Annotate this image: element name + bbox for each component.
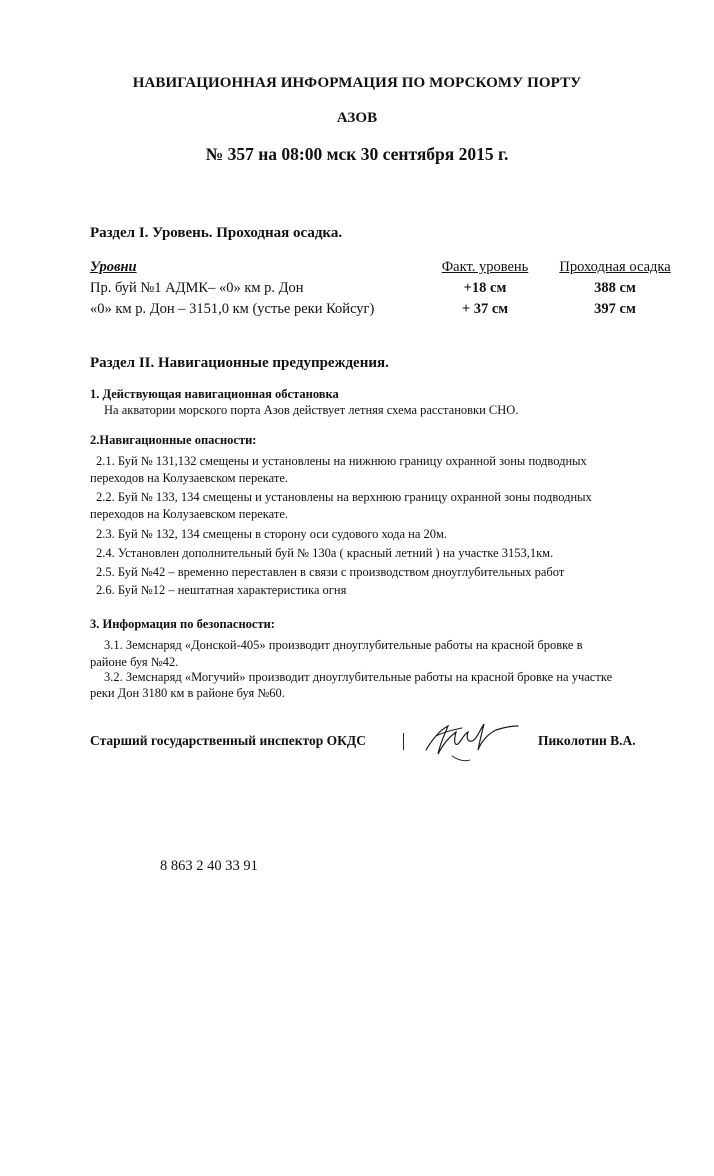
safety-item-2-line2: реки Дон 3180 км в районе буя №60.	[90, 686, 285, 700]
row-level: +18 см	[463, 280, 507, 296]
safety-item-1-line2: районе буя №42.	[90, 655, 179, 669]
danger-item-1-line1: 2.1. Буй № 131,132 смещены и установлены на нижнюю границу охранной зоны подводных	[96, 454, 587, 468]
danger-item-5: 2.5. Буй №42 – временно переставлен в связи с производством дноуглубительных работ	[96, 565, 565, 579]
danger-item-3: 2.3. Буй № 132, 134 смещены в сторону оси судового хода на 20м.	[96, 527, 448, 541]
column-header-levels: Уровни	[90, 259, 137, 275]
signature-divider	[403, 733, 404, 750]
danger-item-2-line2: переходов на Колузаевском перекате.	[90, 507, 288, 521]
document-title: НАВИГАЦИОННАЯ ИНФОРМАЦИЯ ПО МОРСКОМУ ПОРТУ	[132, 75, 582, 91]
danger-item-2-line1: 2.2. Буй № 133, 134 смещены и установлены на верхнюю границу охранной зоны подводных	[96, 490, 592, 504]
levels-table	[90, 257, 680, 320]
issue-number-date: № 357 на 08:00 мск 30 сентября 2015 г.	[205, 144, 509, 164]
contact-phone: 8 863 2 40 33 91	[160, 858, 258, 874]
row-draft: 397 см	[594, 301, 636, 317]
safety-item-1-line1: 3.1. Земснаряд «Донской-405» производит дноуглубительные работы на красной бровке в	[104, 638, 583, 652]
handwritten-signature-icon	[418, 710, 522, 766]
row-level: + 37 см	[461, 301, 509, 317]
safety-item-2-line1: 3.2. Земснаряд «Могучий» производит дноуглубительные работы на красной бровке на участке	[104, 670, 613, 684]
port-name: АЗОВ	[336, 110, 378, 126]
section2-heading: Раздел II. Навигационные предупреждения.	[90, 355, 389, 371]
column-header-draft: Проходная осадка	[559, 259, 671, 275]
table-header-row	[90, 257, 680, 278]
danger-item-4: 2.4. Установлен дополнительный буй № 130а ( красный летний ) на участке 3153,1км.	[96, 546, 554, 560]
table-row	[90, 278, 680, 299]
row-place: Пр. буй №1 АДМК– «0» км р. Дон	[90, 280, 304, 296]
danger-item-6: 2.6. Буй №12 – нештатная характеристика огня	[96, 583, 347, 597]
signatory-name: Пиколотин В.А.	[538, 733, 636, 748]
danger-item-1-line2: переходов на Колузаевском перекате.	[90, 471, 288, 485]
table-row	[90, 299, 680, 320]
row-place: «0» км р. Дон – 3151,0 км (устье реки Койсуг)	[90, 301, 375, 317]
dangers-heading: 2.Навигационные опасности:	[90, 433, 257, 447]
safety-heading: 3. Информация по безопасности:	[90, 617, 275, 631]
situation-heading: 1. Действующая навигационная обстановка	[90, 387, 339, 401]
signatory-position: Старший государственный инспектор ОКДС	[90, 733, 366, 748]
section1-heading: Раздел I. Уровень. Проходная осадка.	[90, 225, 343, 241]
row-draft: 388 см	[594, 280, 636, 296]
column-header-actual-level: Факт. уровень	[441, 259, 529, 275]
situation-text: На акватории морского порта Азов действует летняя схема расстановки СНО.	[104, 403, 519, 417]
